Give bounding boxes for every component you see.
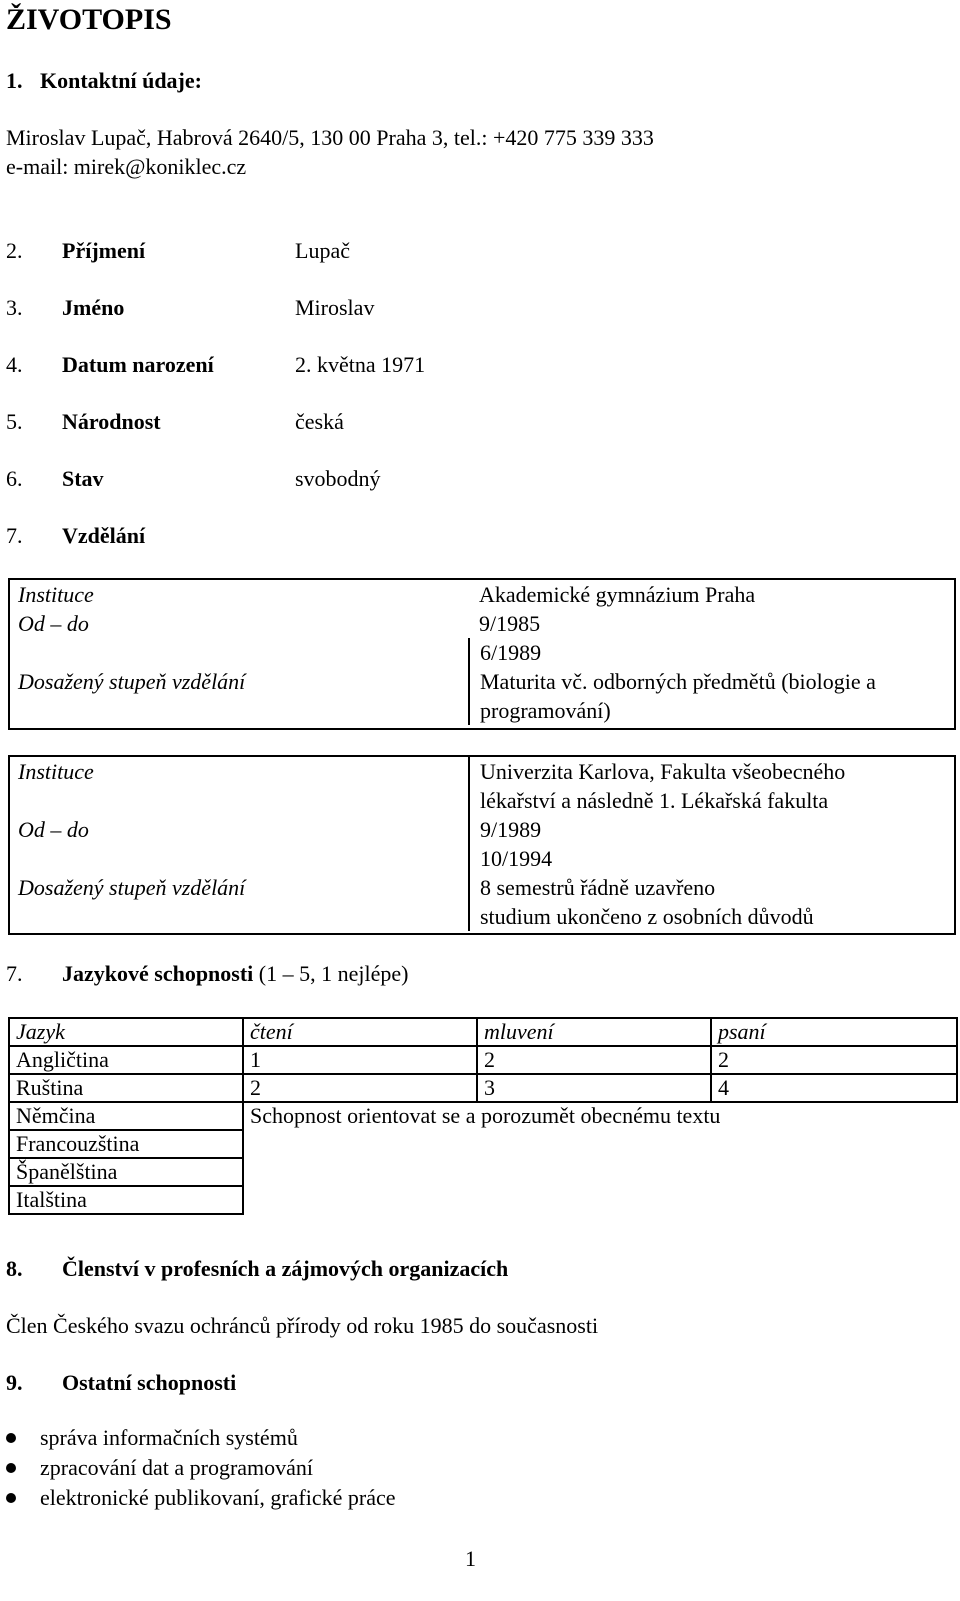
degree-label: Dosažený stupeň vzdělání bbox=[18, 669, 246, 694]
language-name: Francouzština bbox=[9, 1130, 243, 1158]
membership-heading-number: 8. bbox=[6, 1256, 23, 1281]
education-heading-number: 7. bbox=[6, 523, 23, 548]
birth-date-label: Datum narození bbox=[62, 352, 214, 377]
column-header-writing: psaní bbox=[711, 1018, 957, 1046]
degree-value-line: studium ukončeno z osobních důvodů bbox=[469, 902, 954, 931]
skill-text: elektronické publikovaní, grafické práce bbox=[40, 1485, 396, 1510]
writing-score: 4 bbox=[711, 1074, 957, 1102]
nationality-label: Národnost bbox=[62, 409, 161, 434]
institution-value-line: lékařství a následně 1. Lékařská fakulta bbox=[469, 786, 954, 815]
languages-table bbox=[8, 1017, 958, 1215]
education-heading: Vzdělání bbox=[62, 523, 146, 548]
list-item bbox=[0, 1423, 396, 1453]
first-name-label: Jméno bbox=[62, 295, 125, 320]
skills-list bbox=[0, 1423, 396, 1513]
bullet-icon bbox=[6, 1463, 16, 1473]
languages-header-row bbox=[9, 1018, 957, 1046]
skill-text: zpracování dat a programování bbox=[40, 1455, 314, 1480]
period-from: 9/1985 bbox=[479, 611, 541, 636]
language-name: Španělština bbox=[9, 1158, 243, 1186]
speaking-score: 3 bbox=[477, 1074, 711, 1102]
skills-heading-number: 9. bbox=[6, 1370, 23, 1395]
column-header-speaking: mluvení bbox=[477, 1018, 711, 1046]
education-entry-table bbox=[10, 757, 954, 931]
contact-email-line: e-mail: mirek@koniklec.cz bbox=[6, 154, 247, 179]
education-entry-box bbox=[8, 578, 956, 730]
languages-heading: Jazykové schopnosti bbox=[62, 961, 254, 986]
nationality-value: česká bbox=[295, 409, 344, 434]
surname-label: Příjmení bbox=[62, 238, 146, 263]
bullet-icon bbox=[6, 1433, 16, 1443]
language-name: Němčina bbox=[9, 1102, 243, 1130]
membership-text: Člen Českého svazu ochránců přírody od roku 1985 do současnosti bbox=[6, 1313, 599, 1338]
institution-value-line: Univerzita Karlova, Fakulta všeobecného bbox=[469, 757, 954, 786]
degree-value-line: programování) bbox=[469, 696, 954, 725]
period-from: 9/1989 bbox=[469, 815, 954, 844]
personal-number: 2. bbox=[6, 238, 23, 263]
personal-number: 6. bbox=[6, 466, 23, 491]
membership-heading: Členství v profesních a zájmových organizacích bbox=[62, 1256, 509, 1281]
period-to: 6/1989 bbox=[469, 638, 954, 667]
language-name: Italština bbox=[9, 1186, 243, 1214]
marital-status-value: svobodný bbox=[295, 466, 381, 491]
language-name: Angličtina bbox=[9, 1046, 243, 1074]
personal-number: 4. bbox=[6, 352, 23, 377]
institution-value: Akademické gymnázium Praha bbox=[479, 582, 756, 607]
period-to: 10/1994 bbox=[469, 844, 954, 873]
speaking-score: 2 bbox=[477, 1046, 711, 1074]
column-header-language: Jazyk bbox=[9, 1018, 243, 1046]
first-name-value: Miroslav bbox=[295, 295, 375, 320]
languages-heading-line bbox=[62, 960, 408, 988]
surname-value: Lupač bbox=[295, 238, 350, 263]
skill-text: správa informačních systémů bbox=[40, 1425, 298, 1450]
personal-number: 3. bbox=[6, 295, 23, 320]
languages-heading-number: 7. bbox=[6, 961, 23, 986]
reading-score: 2 bbox=[243, 1074, 477, 1102]
other-languages-note: Schopnost orientovat se a porozumět obecnému textu bbox=[243, 1102, 957, 1214]
page-title: ŽIVOTOPIS bbox=[6, 3, 172, 36]
institution-label: Instituce bbox=[18, 759, 94, 784]
column-header-reading: čtení bbox=[243, 1018, 477, 1046]
skills-heading: Ostatní schopnosti bbox=[62, 1370, 237, 1395]
education-entry-box bbox=[8, 755, 956, 935]
personal-number: 5. bbox=[6, 409, 23, 434]
contact-heading: Kontaktní údaje: bbox=[40, 68, 202, 93]
marital-status-label: Stav bbox=[62, 466, 104, 491]
period-label: Od – do bbox=[18, 817, 89, 842]
languages-scale-note: (1 – 5, 1 nejlépe) bbox=[253, 961, 409, 986]
period-label: Od – do bbox=[18, 611, 89, 636]
reading-score: 1 bbox=[243, 1046, 477, 1074]
bullet-icon bbox=[6, 1493, 16, 1503]
education-entry-table bbox=[10, 580, 954, 725]
institution-label: Instituce bbox=[18, 582, 94, 607]
table-row bbox=[9, 1074, 957, 1102]
list-item bbox=[0, 1483, 396, 1513]
table-row bbox=[9, 1046, 957, 1074]
degree-value-line: Maturita vč. odborných předmětů (biologie a bbox=[469, 667, 954, 696]
language-name: Ruština bbox=[9, 1074, 243, 1102]
page-number: 1 bbox=[465, 1546, 476, 1571]
degree-label: Dosažený stupeň vzdělání bbox=[18, 875, 246, 900]
birth-date-value: 2. května 1971 bbox=[295, 352, 426, 377]
table-row bbox=[9, 1102, 957, 1130]
list-item bbox=[0, 1453, 396, 1483]
writing-score: 2 bbox=[711, 1046, 957, 1074]
contact-address-line: Miroslav Lupač, Habrová 2640/5, 130 00 Praha 3, tel.: +420 775 339 333 bbox=[6, 125, 654, 150]
contact-heading-number: 1. bbox=[6, 68, 23, 93]
degree-value-line: 8 semestrů řádně uzavřeno bbox=[469, 873, 954, 902]
